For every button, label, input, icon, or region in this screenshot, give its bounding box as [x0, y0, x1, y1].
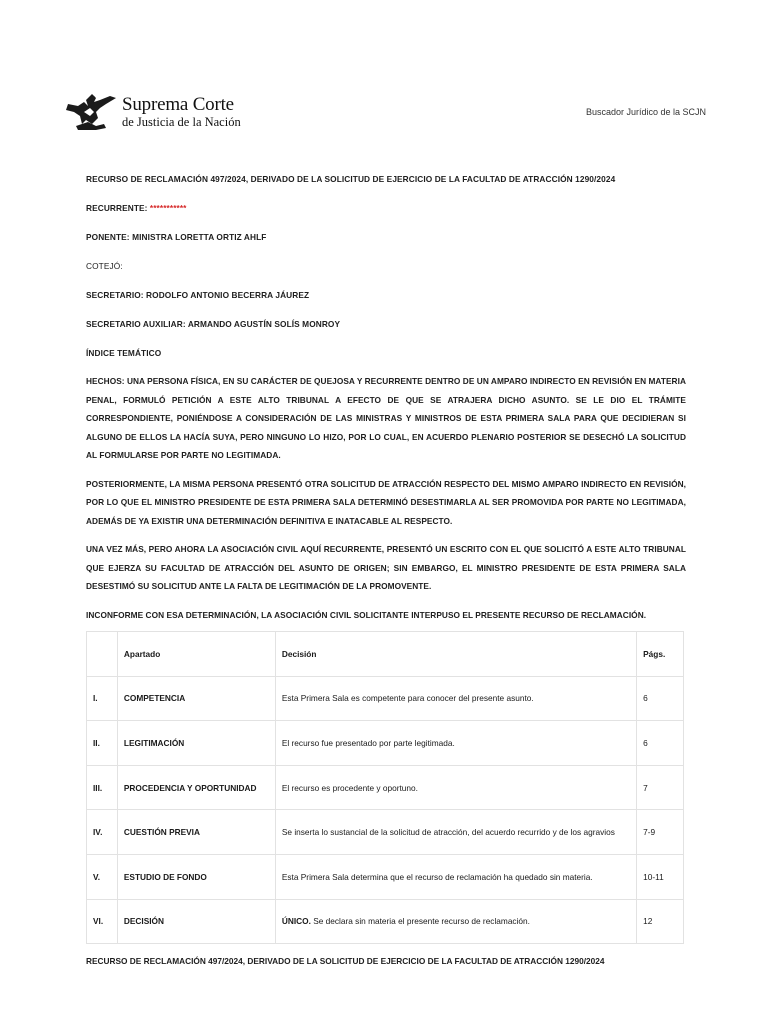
table-row [87, 765, 684, 810]
row-apartado: DECISIÓN [117, 899, 275, 944]
table-header-num [87, 632, 118, 677]
row-decision [275, 676, 636, 721]
row-decision-text: Se declara sin materia el presente recurso de reclamación. [310, 916, 530, 927]
paragraph-inconforme: INCONFORME CON ESA DETERMINACIÓN, LA ASOCIACIÓN CIVIL SOLICITANTE INTERPUSO EL PRESENTE RECURSO DE RECLAMACIÓN. [86, 609, 647, 620]
recurrente-label: RECURRENTE: [86, 203, 148, 213]
row-pags: 12 [637, 899, 684, 944]
row-pags: 6 [637, 676, 684, 721]
paragraph-hechos: HECHOS: UNA PERSONA FÍSICA, EN SU CARÁCTER DE QUEJOSA Y RECURRENTE DENTRO DE UN AMPARO INDIRECTO EN REVISIÓN EN MATERIA PENAL, FORMULÓ PETICIÓN A ESTE ALTO TRIBUNAL A EFECTO DE QUE SE ATRAJERA DICHO ASUNTO. SE LE DIO EL TRÁMITE CORRESPONDIENTE, PONIÉNDOSE A CONSIDERACIÓN DE LAS MINISTRAS Y MINISTROS DE ESTA PRIMERA SALA PARA QUE DECIDIERAN SI ALGUNO DE ELLOS LA HACÍA SUYA, PERO NINGUNO LO HIZO, POR LO CUAL, EN ACUERDO PLENARIO POSTERIOR SE DESECHÓ LA SOLICITUD AL FORMULARSE POR PARTE NO LEGITIMADA. [86, 376, 686, 460]
row-decision-text: El recurso fue presentado por parte legitimada. [281, 737, 455, 748]
paragraph-posteriormente: POSTERIORMENTE, LA MISMA PERSONA PRESENTÓ OTRA SOLICITUD DE ATRACCIÓN RESPECTO DEL MISMO AMPARO INDIRECTO EN REVISIÓN, POR LO QUE EL MINISTRO PRESIDENTE DE ESTA PRIMERA SALA DETERMINÓ DESESTIMARLA AL SER PROMOVIDA POR PARTE NO LEGITIMADA, ADEMÁS DE YA EXISTIR UNA DETERMINACIÓN DEFINITIVA E INATACABLE AL RESPECTO. [86, 478, 686, 526]
footer-title: RECURSO DE RECLAMACIÓN 497/2024, DERIVADO DE LA SOLICITUD DE EJERCICIO DE LA FACULTAD DE ATRACCIÓN 1290/2024 [86, 956, 605, 966]
ponente-line: PONENTE: MINISTRA LORETTA ORTIZ AHLF [86, 232, 267, 242]
scjn-logo[interactable] [66, 90, 241, 134]
row-num: VI. [87, 899, 118, 944]
table-header-apartado: Apartado [117, 632, 275, 677]
table-row [87, 810, 684, 855]
row-pags: 6 [637, 721, 684, 766]
eagle-emblem-icon [66, 90, 118, 134]
recurrente-line [86, 199, 686, 217]
row-num: IV. [87, 810, 118, 855]
row-decision-text: Esta Primera Sala determina que el recurso de reclamación ha quedado sin materia. [281, 871, 593, 882]
table-row [87, 899, 684, 944]
table-row [87, 676, 684, 721]
row-decision-text: El recurso es procedente y oportuno. [281, 782, 418, 793]
document-body [86, 170, 686, 624]
table-row [87, 721, 684, 766]
row-num: II. [87, 721, 118, 766]
table-header-decision: Decisión [275, 632, 636, 677]
row-pags: 10-11 [637, 854, 684, 899]
table-header-row [87, 632, 684, 677]
buscador-link[interactable]: Buscador Jurídico de la SCJN [585, 107, 706, 117]
row-decision-text: Esta Primera Sala es competente para conocer del presente asunto. [281, 693, 534, 704]
recurrente-value: *********** [149, 203, 187, 213]
row-apartado: PROCEDENCIA Y OPORTUNIDAD [117, 765, 275, 810]
page-header [66, 90, 706, 136]
logo-title: Suprema Corte [122, 94, 234, 116]
row-apartado: COMPETENCIA [117, 676, 275, 721]
row-decision [275, 810, 636, 855]
indice-tematico-heading: ÍNDICE TEMÁTICO [86, 348, 162, 358]
secretario-auxiliar-line: SECRETARIO AUXILIAR: ARMANDO AGUSTÍN SOLÍS MONROY [86, 319, 341, 329]
secretario-line: SECRETARIO: RODOLFO ANTONIO BECERRA JÁUREZ [86, 290, 310, 300]
row-num: I. [87, 676, 118, 721]
row-apartado: LEGITIMACIÓN [117, 721, 275, 766]
row-decision [275, 854, 636, 899]
row-decision-text: Se inserta lo sustancial de la solicitud de atracción, del acuerdo recurrido y de los agravios [281, 827, 615, 838]
row-pags: 7-9 [637, 810, 684, 855]
row-num: V. [87, 854, 118, 899]
paragraph-una-vez-mas: UNA VEZ MÁS, PERO AHORA LA ASOCIACIÓN CIVIL AQUÍ RECURRENTE, PRESENTÓ UN ESCRITO CON EL QUE SOLICITÓ A ESTE ALTO TRIBUNAL QUE EJERZA SU FACULTAD DE ATRACCIÓN DEL ASUNTO DE ORIGEN; SIN EMBARGO, EL MINISTRO PRESIDENTE DE ESTA PRIMERA SALA DESESTIMÓ SU SOLICITUD ANTE LA FALTA DE LEGITIMACIÓN DE LA PROMOVENTE. [86, 544, 686, 591]
table-header-pags: Págs. [637, 632, 684, 677]
row-apartado: CUESTIÓN PREVIA [117, 810, 275, 855]
table-row [87, 854, 684, 899]
row-apartado: ESTUDIO DE FONDO [117, 854, 275, 899]
document-title: RECURSO DE RECLAMACIÓN 497/2024, DERIVADO DE LA SOLICITUD DE EJERCICIO DE LA FACULTAD DE ATRACCIÓN 1290/2024 [86, 174, 616, 184]
row-pags: 7 [637, 765, 684, 810]
row-decision [275, 899, 636, 944]
row-decision-bold: ÚNICO. [281, 916, 311, 927]
row-decision [275, 765, 636, 810]
summary-table [86, 631, 684, 944]
cotejo-line: COTEJÓ: [86, 261, 123, 271]
row-num: III. [87, 765, 118, 810]
row-decision [275, 721, 636, 766]
logo-subtitle: de Justicia de la Nación [122, 115, 241, 130]
